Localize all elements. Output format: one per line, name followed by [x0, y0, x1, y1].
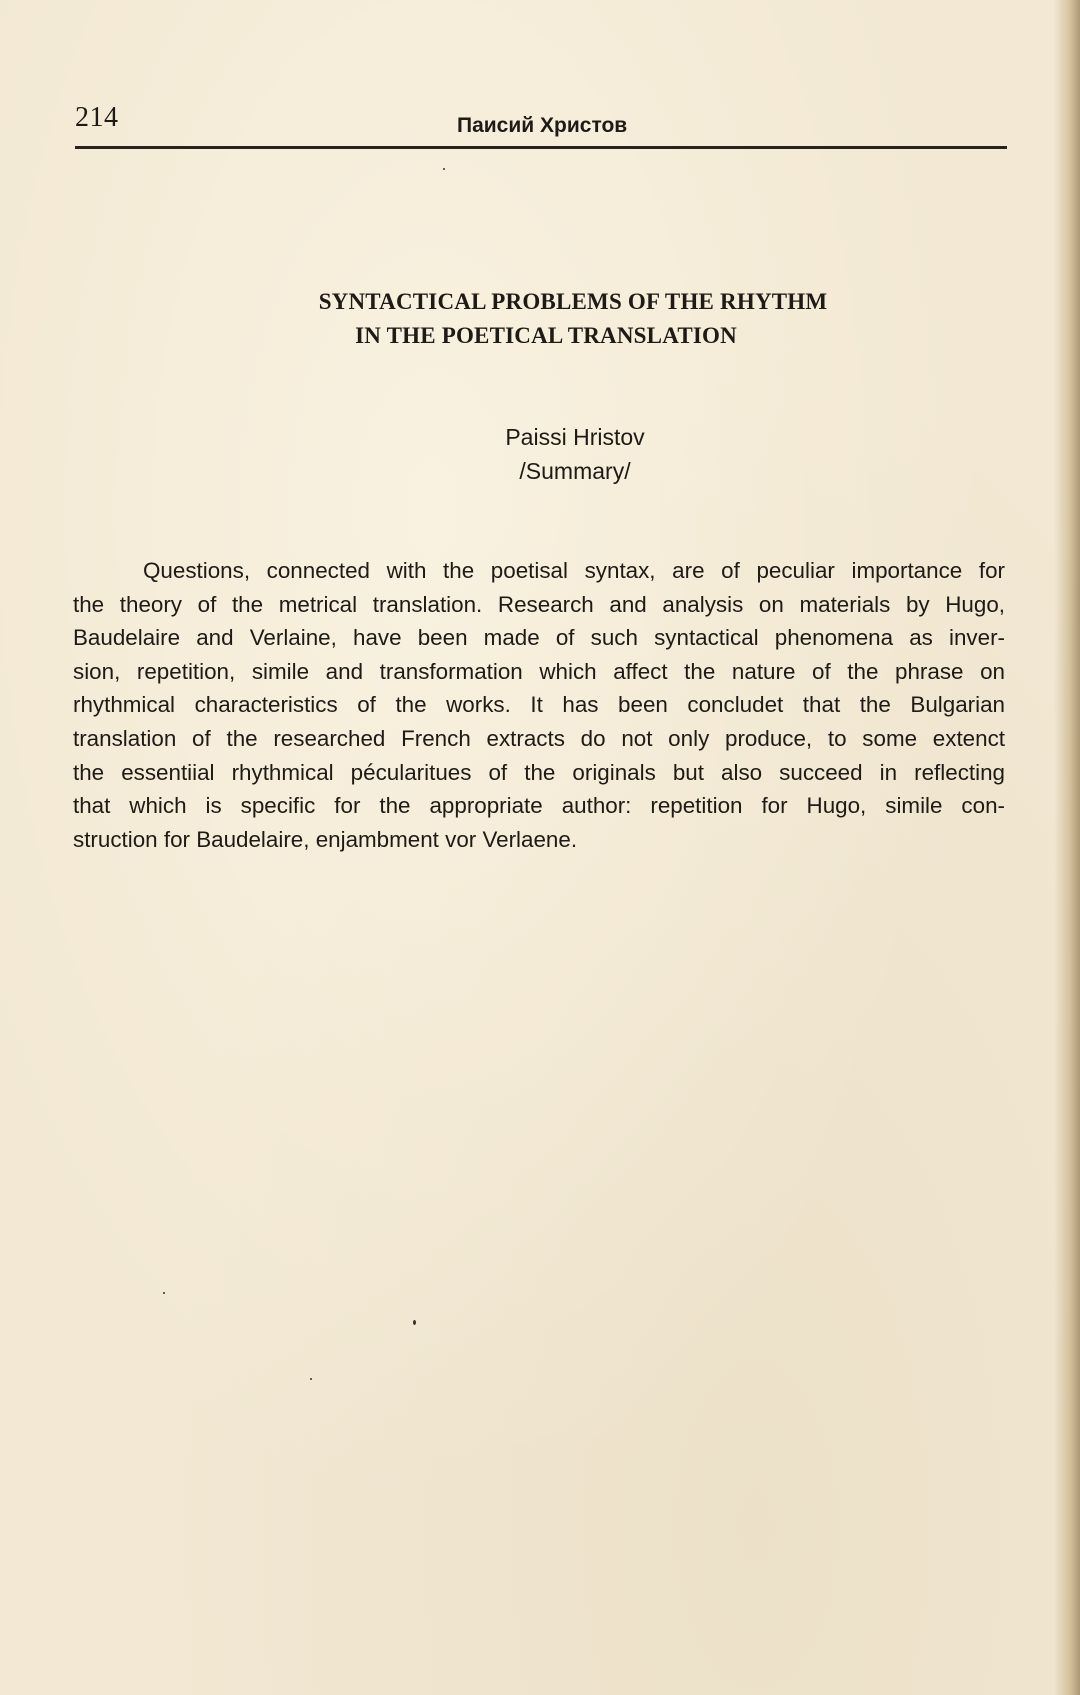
author-name: Paissi Hristov	[505, 424, 645, 450]
summary-line: translation of the researched French extracts do not only produce, to some extenct	[73, 725, 1005, 751]
summary-line: the essentiial rhythmical pécularitues of the originals but also succeed in reflecting	[73, 759, 1005, 785]
summary-line: Questions, connected with the poetisal syntax, are of peculiar importance for	[143, 558, 1005, 583]
running-head	[75, 102, 1007, 146]
summary-paragraph	[73, 554, 1005, 856]
paper-speck	[310, 1378, 312, 1380]
summary-line: rhythmical characteristics of the works. It has been concludet that the Bulgarian	[73, 692, 1005, 718]
summary-line: struction for Baudelaire, enjambment vor Verlaene.	[73, 826, 578, 852]
page-number: 214	[75, 102, 119, 133]
paper-speck	[163, 1292, 165, 1294]
summary-line: sion, repetition, simile and transformation which affect the nature of the phrase on	[73, 658, 1005, 684]
page-edge-shadow	[1054, 0, 1080, 1695]
running-head-author: Паисий Христов	[457, 114, 628, 137]
author-block	[0, 420, 1080, 488]
title-line-2: IN THE POETICAL TRANSLATION	[355, 323, 737, 348]
summary-line: that which is specific for the appropriate author: repetition for Hugo, simile con-	[73, 793, 1005, 819]
header-rule	[75, 146, 1007, 149]
paper-speck	[443, 168, 445, 170]
summary-label: /Summary/	[519, 458, 631, 484]
title-line-1: SYNTACTICAL PROBLEMS OF THE RHYTHM	[318, 289, 828, 314]
summary-line: Baudelaire and Verlaine, have been made of such syntactical phenomena as inver-	[73, 625, 1005, 651]
article-title	[0, 285, 1080, 353]
paper-speck	[413, 1320, 416, 1325]
summary-line: the theory of the metrical translation. Research and analysis on materials by Hugo,	[73, 591, 1005, 617]
